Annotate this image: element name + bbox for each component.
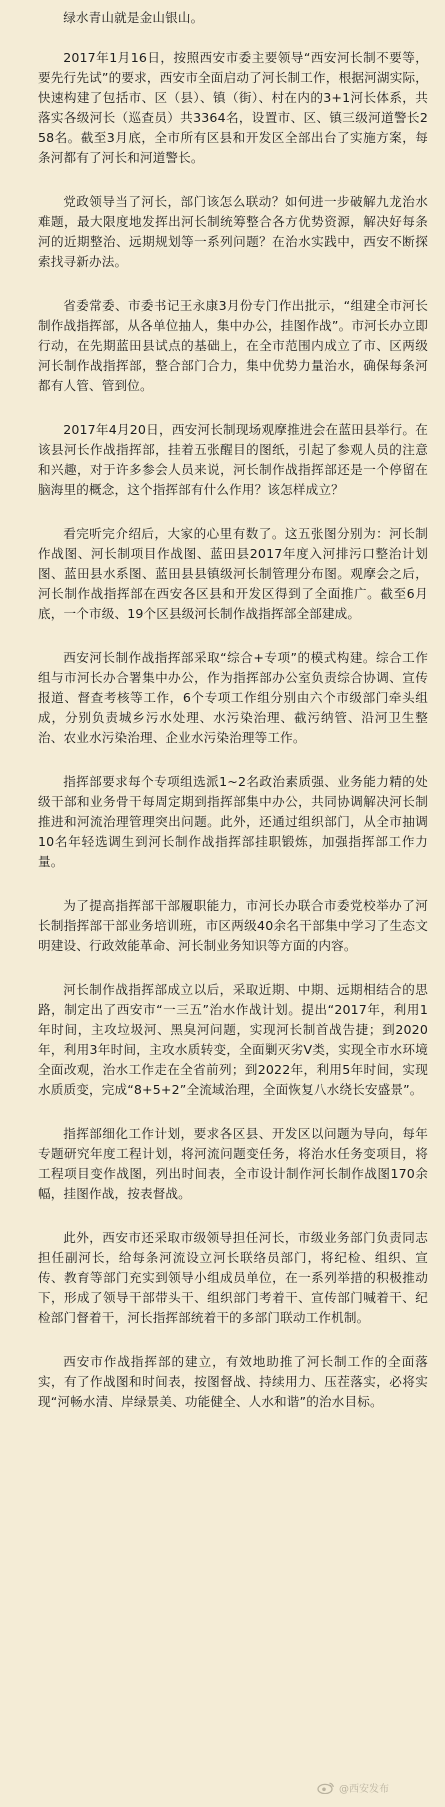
article-paragraph-9: 为了提高指挥部干部履职能力，市河长办联合市委党校举办了河长制指挥部干部业务培训班，市区两级40余名干部集中学习了生态文明建设、行政效能革命、河长制业务知识等方面的内容。	[38, 898, 428, 953]
article-paragraph-2: 2017年1月16日，按照西安市委主要领导“西安河长制不要等，要先行先试”的要求，西安市全面启动了河长制工作，根据河湖实际，快速构建了包括市、区（县）、镇（街）、村在内的3+1河长体系，共落实各级河长（巡查员）共3364名，设置市、区、镇三级河道警长258名。截至3月底，全市所有区县和开发区全部出台了实施方案，每条河都有了河长和河道警长。	[38, 50, 428, 165]
article-paragraph-4: 省委常委、市委书记王永康3月份专门作出批示，“组建全市河长制作战指挥部，从各单位抽人，集中办公，挂图作战”。市河长办立即行动，在先期蓝田县试点的基础上，在全市范围内成立了市、区两级河长制作战指挥部，整合部门合力，集中优势力量治水，确保每条河都有人管、管到位。	[38, 298, 428, 393]
article-paragraph-10: 河长制作战指挥部成立以后，采取近期、中期、远期相结合的思路，制定出了西安市“一三五”治水作战计划。提出“2017年，利用1年时间，主攻垃圾河、黑臭河问题，实现河长制首战告捷；到2020年，利用3年时间，主攻水质转变，全面剿灭劣V类，实现全市水环境全面改观，治水工作走在全省前列；到2022年，利用5年时间，实现水质质变，完成“8+5+2”全流域治理，全面恢复八水绕长安盛景”。	[38, 982, 428, 1097]
article-paragraph-8: 指挥部要求每个专项组选派1~2名政治素质强、业务能力精的处级干部和业务骨干每周定期到指挥部集中办公，共同协调解决河长制推进和河流治理管理突出问题。此外，还通过组织部门，从全市抽调10名年轻选调生到河长制作战指挥部挂职锻炼，加强指挥部工作力量。	[38, 774, 428, 869]
watermark	[317, 1780, 389, 1795]
article-paragraph-12: 此外，西安市还采取市级领导担任河长，市级业务部门负责同志担任副河长，给每条河流设立河长联络员部门，将纪检、组织、宣传、教育等部门充实到领导小组成员单位，在一系列举措的积极推动下，形成了领导干部带头干、组织部门考着干、宣传部门喊着干、纪检部门督着干，河长指挥部统着干的多部门联动工作机制。	[38, 1230, 428, 1325]
watermark-text: @西安发布	[339, 1784, 389, 1795]
article-paragraph-7: 西安河长制作战指挥部采取“综合+专项”的模式构建。综合工作组与市河长办合署集中办公，作为指挥部办公室负责综合协调、宣传报道、督查考核等工作，6个专项工作组分别由六个市级部门牵头组成，分别负责城乡污水处理、水污染治理、截污纳管、沿河卫生整治、农业水污染治理、企业水污染治理等工作。	[38, 650, 428, 745]
article-paragraph-11: 指挥部细化工作计划，要求各区县、开发区以问题为导向，每年专题研究年度工程计划，将河流问题变任务，将治水任务变项目，将工程项目变作战图，列出时间表，全市设计制作河长制作战图170余幅，挂图作战，按表督战。	[38, 1126, 428, 1201]
article-paragraph-6: 看完听完介绍后，大家的心里有数了。这五张图分别为：河长制作战图、河长制项目作战图、蓝田县2017年度入河排污口整治计划图、蓝田县水系图、蓝田县县镇级河长制管理分布图。观摩会之后，河长制作战指挥部在西安各区县和开发区得到了全面推广。截至6月底，一个市级、19个区县级河长制作战指挥部全部建成。	[38, 526, 428, 621]
article-body	[38, 8, 428, 1436]
article-paragraph-3: 党政领导当了河长，部门该怎么联动？如何进一步破解九龙治水难题，最大限度地发挥出河长制统筹整合各方优势资源，解决好每条河的近期整治、远期规划等一系列问题？在治水实践中，西安不断探索找寻新办法。	[38, 194, 428, 269]
article-paragraph-13: 西安市作战指挥部的建立，有效地助推了河长制工作的全面落实，有了作战图和时间表，按图督战、持续用力、压茬落实，必将实现“河畅水清、岸绿景美、功能健全、人水和谐”的治水目标。	[38, 1354, 428, 1409]
weibo-logo-icon	[317, 1781, 335, 1794]
article-paragraph-1: 绿水青山就是金山银山。	[63, 10, 204, 25]
article-paragraph-5: 2017年4月20日，西安河长制现场观摩推进会在蓝田县举行。在该县河长作战指挥部，挂着五张醒目的图纸，引起了参观人员的注意和兴趣，对于许多参会人员来说，河长制作战指挥部还是一个停留在脑海里的概念，这个指挥部有什么作用？该怎样成立？	[38, 422, 428, 497]
